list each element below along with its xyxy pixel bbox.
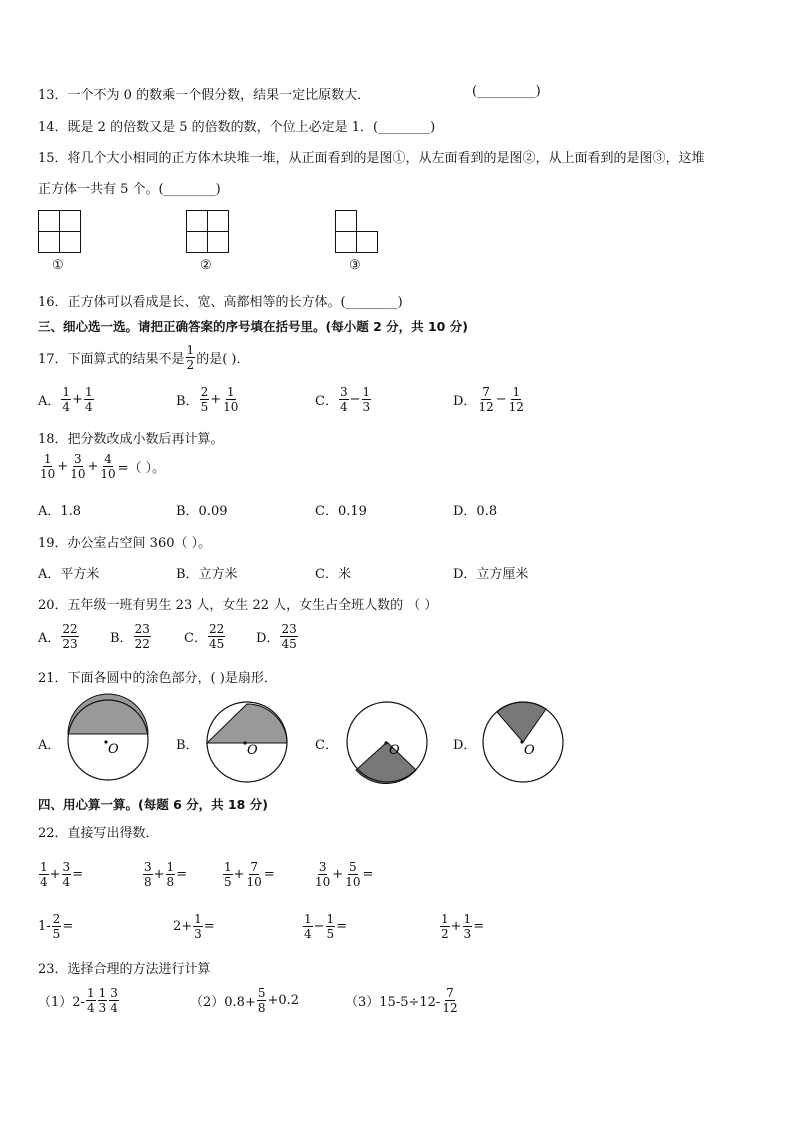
question-17 bbox=[38, 343, 249, 372]
question-19: 19．办公室占空间 360（ ）。 bbox=[38, 536, 212, 551]
svg-text:O: O bbox=[247, 743, 258, 758]
q20-option-a[interactable]: A． $\frac{22}{23}$ bbox=[38, 622, 78, 651]
fraction: $\frac{23}{22}$ bbox=[134, 622, 150, 651]
fraction: $\frac{1}{4}$ bbox=[40, 860, 48, 889]
q19-option-b[interactable]: B．立方米 bbox=[176, 567, 238, 582]
svg-text:O: O bbox=[389, 743, 400, 758]
q21-label-a[interactable]: A． bbox=[38, 738, 61, 753]
question-22: 22．直接写出得数． bbox=[38, 826, 159, 841]
q20-option-d[interactable]: D． $\frac{23}{45}$ bbox=[256, 622, 297, 651]
fraction: $\frac{23}{45}$ bbox=[281, 622, 297, 651]
section-4-heading: 四、用心算一算。(每题 6 分，共 18 分) bbox=[38, 797, 268, 812]
q22-row2-item: 1- $\frac{2}{5}$ = bbox=[38, 912, 74, 941]
circle-c bbox=[347, 702, 427, 784]
svg-text:O: O bbox=[524, 743, 535, 758]
fraction: $\frac{1}{3}$ bbox=[194, 912, 202, 941]
fraction: $\frac{1}{5}$ bbox=[326, 912, 335, 941]
q20-option-c[interactable]: C． $\frac{22}{45}$ bbox=[184, 622, 225, 651]
q23-part-2: （2）0.8+ $\frac{5}{8}$ +0.2 bbox=[190, 986, 300, 1015]
section-3-heading: 三、细心选一选。请把正确答案的序号填在括号里。(每小题 2 分，共 10 分) bbox=[38, 319, 468, 334]
fraction: $\frac{3}{10}$ bbox=[315, 860, 331, 889]
q22-row1-item: $\frac{1}{5}$ + $\frac{7}{10}$ = bbox=[224, 860, 275, 889]
fraction: $\frac{2}{5}$ bbox=[52, 912, 61, 941]
q17-option-a[interactable]: A． $\frac{1}{4}$ + $\frac{1}{4}$ bbox=[38, 385, 93, 414]
q22-row1-item: $\frac{3}{8}$ + $\frac{1}{8}$ = bbox=[144, 860, 188, 889]
fraction: $\frac{3}{4}$ bbox=[62, 860, 71, 889]
question-16: 16．正方体可以看成是长、宽、高都相等的长方体。(________) bbox=[38, 295, 403, 310]
q22-row1-item: $\frac{3}{10}$ + $\frac{5}{10}$ = bbox=[315, 860, 374, 889]
question-15-line1: 15．将几个大小相同的正方体木块堆一堆，从正面看到的是图①，从左面看到的是图②，从上面看到的是图③，这堆 bbox=[38, 151, 705, 166]
q18-option-c[interactable]: C．0.19 bbox=[315, 504, 367, 519]
fraction: $\frac{22}{23}$ bbox=[62, 622, 78, 651]
q18-option-a[interactable]: A．1.8 bbox=[38, 504, 82, 519]
fraction: $\frac{1}{12}$ bbox=[508, 385, 524, 414]
question-14: 14．既是 2 的倍数又是 5 的倍数的数，个位上必定是 1．(________) bbox=[38, 120, 436, 135]
fraction: $\frac{1}{10}$ bbox=[223, 385, 239, 414]
q18-expression: $\frac{1}{10}$ + $\frac{3}{10}$ + $\frac{4}{10}$ =（ ）。 bbox=[40, 452, 166, 481]
circle-b bbox=[207, 702, 287, 782]
fraction: $\frac{1}{2}$ bbox=[441, 912, 449, 941]
q17-option-d[interactable]: D． $\frac{7}{12}$ − $\frac{1}{12}$ bbox=[453, 385, 524, 414]
q22-row2-item: $\frac{1}{4}$ − $\frac{1}{5}$ = bbox=[304, 912, 348, 941]
q22-row1-item: $\frac{1}{4}$ + $\frac{3}{4}$ = bbox=[40, 860, 84, 889]
fraction: $\frac{7}{12}$ bbox=[478, 385, 494, 414]
fraction: $\frac{1}{8}$ bbox=[166, 860, 175, 889]
circle-a bbox=[68, 694, 148, 780]
question-21: 21．下面各圆中的涂色部分，( )是扇形． bbox=[38, 671, 277, 686]
q19-option-a[interactable]: A．平方米 bbox=[38, 567, 100, 582]
q23-part-3: （3）15-5÷12- $\frac{7}{12}$ bbox=[345, 986, 458, 1015]
fraction: $\frac{3}{4}$ bbox=[339, 385, 348, 414]
q19-option-c[interactable]: C．米 bbox=[315, 567, 351, 582]
q22-row2-item: 2+ $\frac{1}{3}$ = bbox=[173, 912, 215, 941]
fraction: $\frac{1}{4}$ bbox=[84, 385, 93, 414]
q22-row2-item: $\frac{1}{2}$ + $\frac{1}{3}$ = bbox=[441, 912, 485, 941]
q21-circles bbox=[0, 690, 794, 790]
question-15-line2: 正方体一共有 5 个。(________) bbox=[38, 182, 221, 197]
q21-label-c[interactable]: C． bbox=[315, 738, 338, 753]
q17-half: $\frac{1}{2}$ bbox=[186, 343, 195, 372]
circle-d bbox=[483, 702, 563, 782]
q17-option-b[interactable]: B． $\frac{2}{5}$ + $\frac{1}{10}$ bbox=[176, 385, 239, 414]
q20-option-b[interactable]: B． $\frac{23}{22}$ bbox=[110, 622, 150, 651]
figure-3-label: ③ bbox=[349, 258, 361, 273]
q19-option-d[interactable]: D．立方厘米 bbox=[453, 567, 529, 582]
fraction: $\frac{1}{5}$ bbox=[224, 860, 232, 889]
fraction: $\frac{1}{3}$ bbox=[362, 385, 371, 414]
answer-blank-13[interactable]: (_________) bbox=[472, 84, 541, 99]
fraction: $\frac{2}{5}$ bbox=[200, 385, 209, 414]
q17-option-c[interactable]: C． $\frac{3}{4}$ − $\frac{1}{3}$ bbox=[315, 385, 371, 414]
fraction: $\frac{7}{10}$ bbox=[246, 860, 262, 889]
question-20: 20．五年级一班有男生 23 人，女生 22 人，女生占全班人数的 （ ） bbox=[38, 598, 438, 613]
fraction: $\frac{3}{8}$ bbox=[144, 860, 152, 889]
q21-label-d[interactable]: D． bbox=[453, 738, 477, 753]
q18-option-b[interactable]: B．0.09 bbox=[176, 504, 228, 519]
q17-text-post: 的是( )． bbox=[196, 352, 250, 367]
figure-2-label: ② bbox=[200, 258, 212, 273]
question-13: 13．一个不为 0 的数乘一个假分数，结果一定比原数大． bbox=[38, 88, 371, 103]
figure-1-label: ① bbox=[52, 258, 64, 273]
question-18: 18．把分数改成小数后再计算。 bbox=[38, 432, 224, 447]
q17-text-pre: 17．下面算式的结果不是 bbox=[38, 352, 185, 367]
q21-label-b[interactable]: B． bbox=[176, 738, 199, 753]
fraction: $\frac{5}{10}$ bbox=[345, 860, 361, 889]
fraction: $\frac{22}{45}$ bbox=[208, 622, 225, 651]
svg-text:O: O bbox=[108, 742, 119, 757]
fraction: $\frac{1}{4}$ bbox=[304, 912, 312, 941]
question-23: 23．选择合理的方法进行计算 bbox=[38, 962, 211, 977]
fraction: $\frac{1}{3}$ bbox=[463, 912, 472, 941]
q18-option-d[interactable]: D．0.8 bbox=[453, 504, 498, 519]
q23-part-1: （1）2- $\frac{1}{4}$ $\frac{1}{3}$ $\frac{3}{4}$ bbox=[38, 986, 118, 1015]
fraction: $\frac{1}{4}$ bbox=[62, 385, 71, 414]
